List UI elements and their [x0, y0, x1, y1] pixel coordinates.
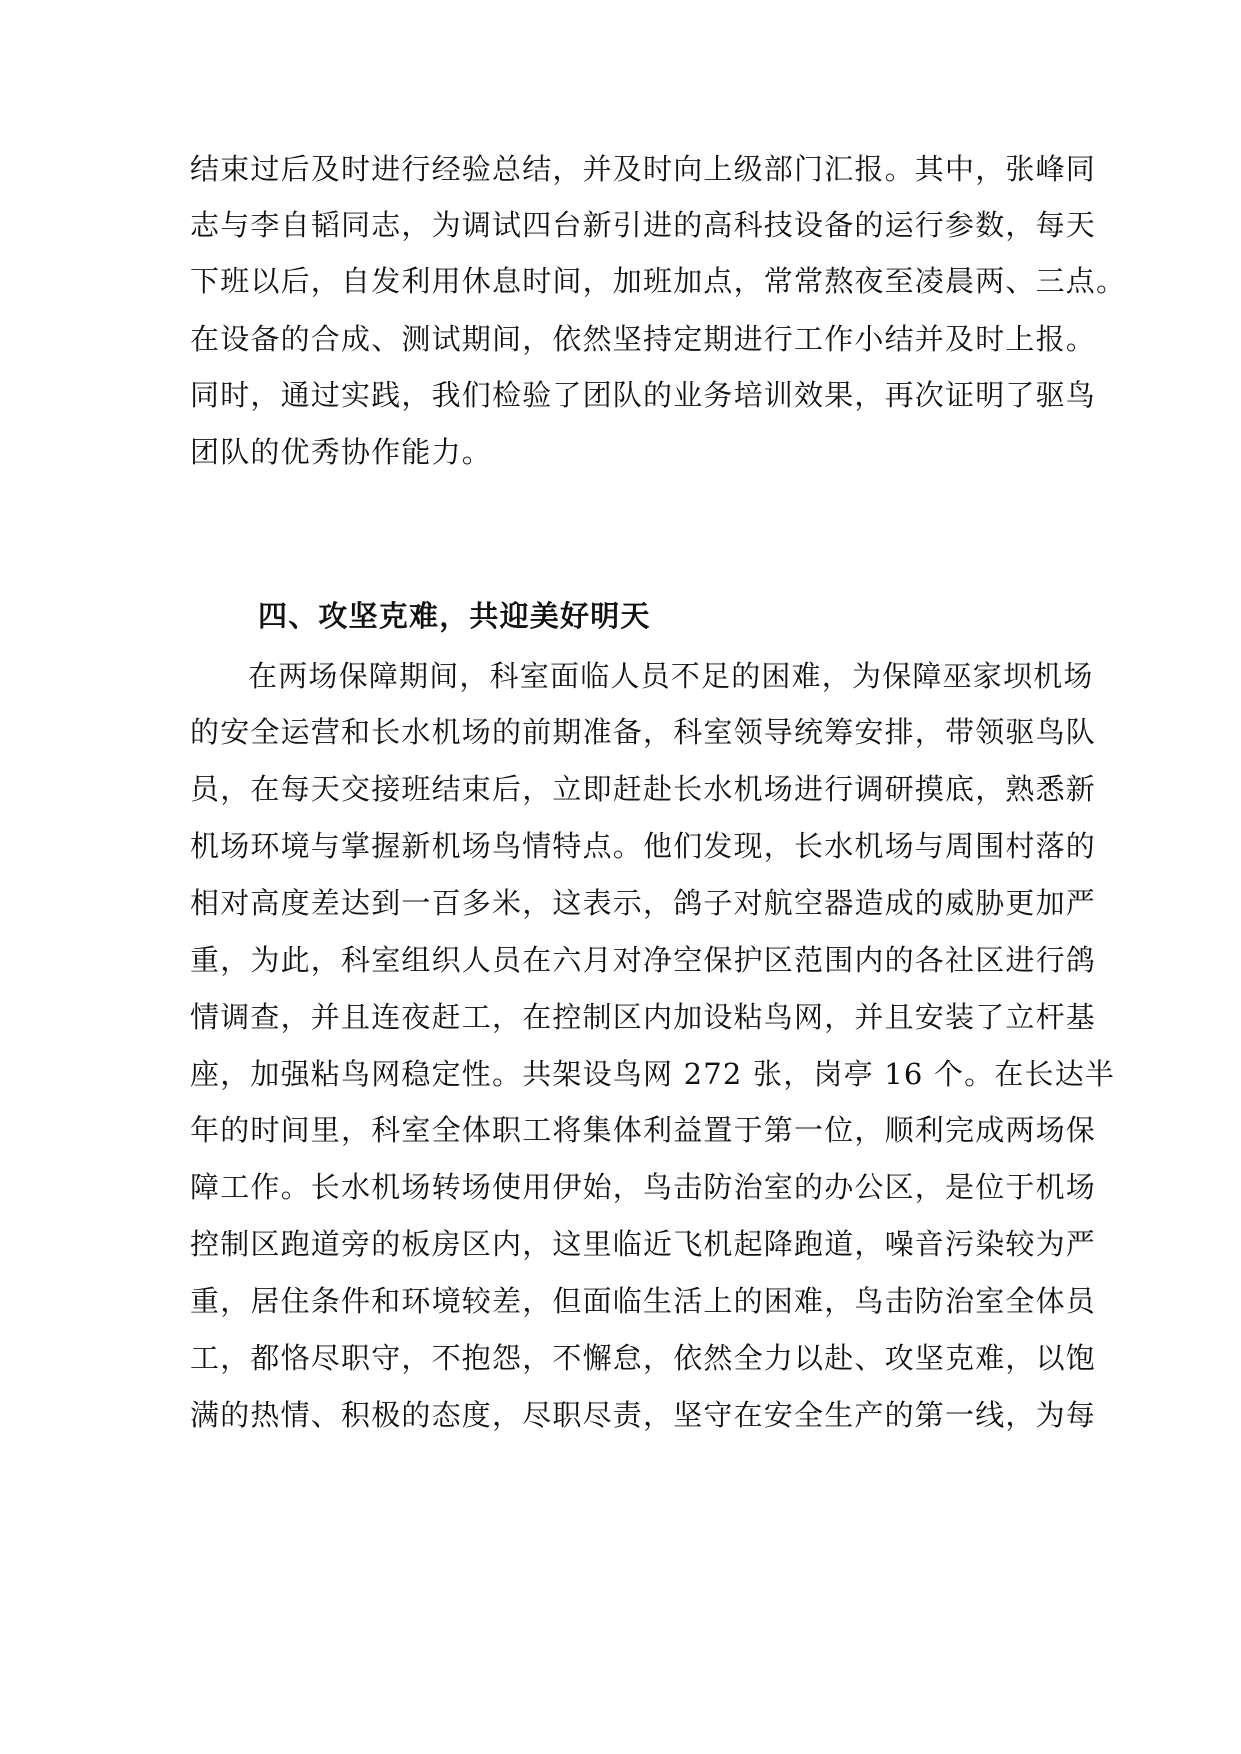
paragraph-line: 障工作。长水机场转场使用伊始，鸟击防治室的办公区，是位于机场: [190, 1170, 1097, 1204]
section-heading: 四、攻坚克难，共迎美好明天: [258, 599, 651, 633]
paragraph-line: 下班以后，自发利用休息时间，加班加点，常常熬夜至凌晨两、三点。: [190, 264, 1127, 298]
paragraph-line: 在两场保障期间，科室面临人员不足的困难，为保障巫家坝机场: [248, 659, 1094, 693]
paragraph-line: 相对高度差达到一百多米，这表示，鸽子对航空器造成的威胁更加严: [190, 886, 1097, 920]
paragraph-line: 重，为此，科室组织人员在六月对净空保护区范围内的各社区进行鸽: [190, 943, 1097, 977]
paragraph-line: 工，都恪尽职守，不抱怨，不懈怠，依然全力以赴、攻坚克难，以饱: [190, 1341, 1097, 1375]
paragraph-line: 满的热情、积极的态度，尽职尽责，坚守在安全生产的第一线，为每: [190, 1398, 1097, 1432]
paragraph-line: 员，在每天交接班结束后，立即赶赴长水机场进行调研摸底，熟悉新: [190, 772, 1097, 806]
paragraph-line: 年的时间里，科室全体职工将集体利益置于第一位，顺利完成两场保: [190, 1113, 1097, 1147]
paragraph-line: 志与李自韬同志，为调试四台新引进的高科技设备的运行参数，每天: [190, 208, 1097, 242]
paragraph-line: 座，加强粘鸟网稳定性。共架设鸟网 272 张，岗亭 16 个。在长达半: [190, 1057, 1116, 1091]
paragraph-line: 机场环境与掌握新机场鸟情特点。他们发现，长水机场与周围村落的: [190, 829, 1097, 863]
paragraph-line: 的安全运营和长水机场的前期准备，科室领导统筹安排，带领驱鸟队: [190, 715, 1097, 749]
paragraph-line: 团队的优秀协作能力。: [190, 435, 493, 469]
paragraph-line: 在设备的合成、测试期间，依然坚持定期进行工作小结并及时上报。: [190, 322, 1097, 356]
paragraph-line: 结束过后及时进行经验总结，并及时向上级部门汇报。其中，张峰同: [190, 152, 1097, 186]
paragraph-line: 同时，通过实践，我们检验了团队的业务培训效果，再次证明了驱鸟: [190, 378, 1097, 412]
paragraph-line: 控制区跑道旁的板房区内，这里临近飞机起降跑道，噪音污染较为严: [190, 1227, 1097, 1261]
paragraph-line: 情调查，并且连夜赶工，在控制区内加设粘鸟网，并且安装了立杆基: [190, 1000, 1097, 1034]
paragraph-line: 重，居住条件和环境较差，但面临生活上的困难，鸟击防治室全体员: [190, 1284, 1097, 1318]
